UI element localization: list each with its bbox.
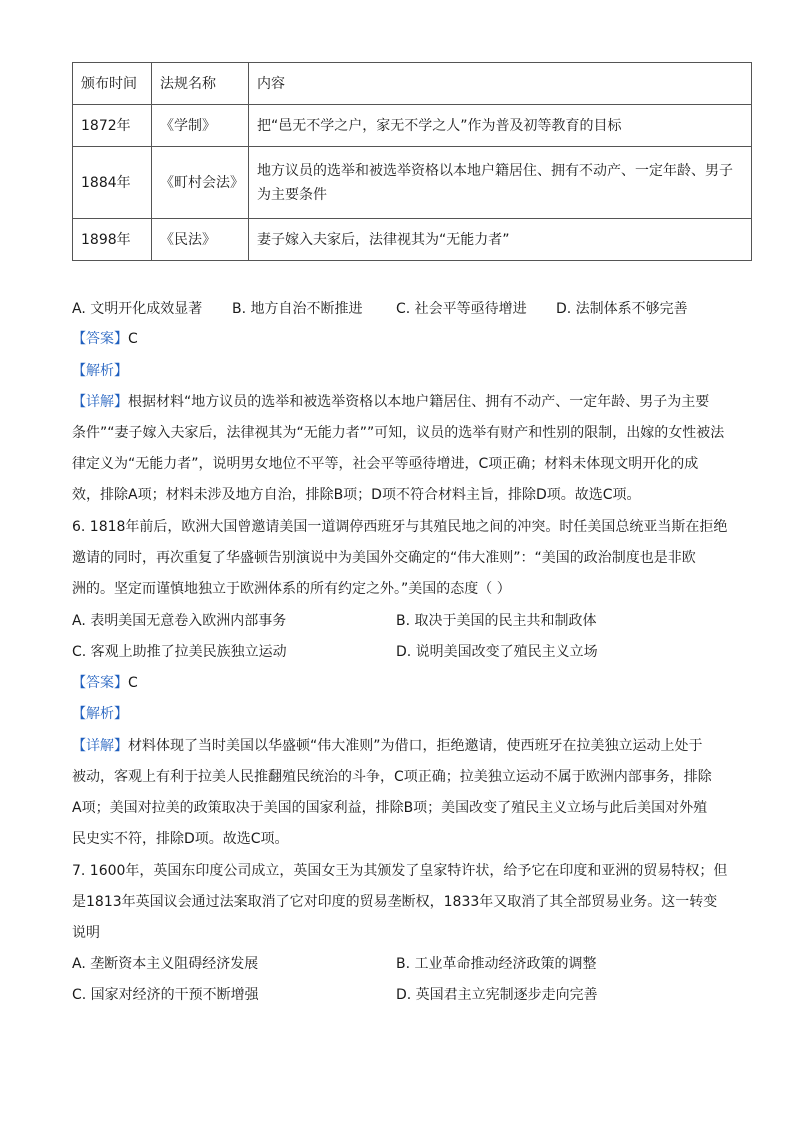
table-header-row bbox=[73, 63, 752, 105]
detail-text: 根据材料“地方议员的选举和被选举资格以本地户籍居住、拥有不动产、一定年龄、男子为主要 bbox=[128, 394, 710, 410]
answer-value: C bbox=[128, 331, 138, 347]
detail-tag: 【详解】 bbox=[72, 394, 128, 410]
table-row bbox=[73, 219, 752, 261]
q6-detail-line bbox=[72, 736, 732, 756]
header-year: 颁布时间 bbox=[73, 63, 152, 105]
q7-stem-line: 是1813年英国议会通过法案取消了它对印度的贸易垄断权，1833年又取消了其全部贸易业务。这一转变 bbox=[72, 894, 718, 910]
q7-stem-line: 说明 bbox=[72, 925, 100, 941]
law-table bbox=[72, 62, 752, 261]
table-row bbox=[73, 105, 752, 147]
q6-analysis-tag: 【解析】 bbox=[72, 706, 128, 722]
cell-name: 《町村会法》 bbox=[152, 147, 249, 219]
q7-stem-line: 7. 1600年，英国东印度公司成立，英国女王为其颁发了皇家特许状，给予它在印度和亚洲的贸易特权；但 bbox=[72, 863, 728, 879]
cell-content: 把“邑无不学之户，家无不学之人”作为普及初等教育的目标 bbox=[249, 105, 752, 147]
cell-name: 《学制》 bbox=[152, 105, 249, 147]
cell-year: 1898年 bbox=[73, 219, 152, 261]
q5-answer bbox=[72, 329, 732, 349]
q5-option-c: C. 社会平等亟待增进 bbox=[396, 301, 527, 317]
q5-option-b: B. 地方自治不断推进 bbox=[232, 301, 363, 317]
cell-year: 1884年 bbox=[73, 147, 152, 219]
q6-option-b: B. 取决于美国的民主共和制政体 bbox=[396, 613, 597, 629]
q5-analysis-tag: 【解析】 bbox=[72, 363, 128, 379]
q7-option-b: B. 工业革命推动经济政策的调整 bbox=[396, 956, 597, 972]
q7-option-c: C. 国家对经济的干预不断增强 bbox=[72, 987, 259, 1003]
q6-stem-line: 邀请的同时，再次重复了华盛顿告别演说中为美国外交确定的“伟大准则”：“美国的政治制度也是非欧 bbox=[72, 550, 696, 566]
detail-tag: 【详解】 bbox=[72, 738, 128, 754]
header-content: 内容 bbox=[249, 63, 752, 105]
q5-detail-line: 条件”“妻子嫁入夫家后，法律视其为“无能力者””可知，议员的选举有财产和性别的限制，出嫁的女性被法 bbox=[72, 425, 725, 441]
q6-option-d: D. 说明美国改变了殖民主义立场 bbox=[396, 644, 598, 660]
table-row bbox=[73, 147, 752, 219]
q7-option-a: A. 垄断资本主义阻碍经济发展 bbox=[72, 956, 259, 972]
q5-detail-line: 效，排除A项；材料未涉及地方自治，排除B项；D项不符合材料主旨，排除D项。故选C项。 bbox=[72, 487, 641, 503]
cell-year: 1872年 bbox=[73, 105, 152, 147]
q5-option-d: D. 法制体系不够完善 bbox=[556, 301, 688, 317]
q6-option-a: A. 表明美国无意卷入欧洲内部事务 bbox=[72, 613, 287, 629]
q6-detail-line: 民史实不符，排除D项。故选C项。 bbox=[72, 831, 289, 847]
q5-detail-line: 律定义为“无能力者”，说明男女地位不平等，社会平等亟待增进，C项正确；材料未体现文明开化的成 bbox=[72, 456, 699, 472]
q6-option-c: C. 客观上助推了拉美民族独立运动 bbox=[72, 644, 287, 660]
q5-detail-line bbox=[72, 392, 732, 412]
cell-content: 地方议员的选举和被选举资格以本地户籍居住、拥有不动产、一定年龄、男子为主要条件 bbox=[249, 147, 752, 219]
q6-stem-line: 洲的。坚定而谨慎地独立于欧洲体系的所有约定之外。”美国的态度（ ） bbox=[72, 581, 511, 597]
q7-option-d: D. 英国君主立宪制逐步走向完善 bbox=[396, 987, 598, 1003]
q6-detail-line: 被动，客观上有利于拉美人民推翻殖民统治的斗争，C项正确；拉美独立运动不属于欧洲内部事务，排除 bbox=[72, 769, 712, 785]
cell-content: 妻子嫁入夫家后，法律视其为“无能力者” bbox=[249, 219, 752, 261]
answer-tag: 【答案】 bbox=[72, 331, 128, 347]
answer-tag: 【答案】 bbox=[72, 675, 128, 691]
q6-detail-line: A项；美国对拉美的政策取决于美国的国家利益，排除B项；美国改变了殖民主义立场与此后美国对外殖 bbox=[72, 800, 708, 816]
q6-stem-line: 6. 1818年前后，欧洲大国曾邀请美国一道调停西班牙与其殖民地之间的冲突。时任美国总统亚当斯在拒绝 bbox=[72, 519, 728, 535]
header-name: 法规名称 bbox=[152, 63, 249, 105]
q5-option-a: A. 文明开化成效显著 bbox=[72, 301, 203, 317]
answer-value: C bbox=[128, 675, 138, 691]
cell-name: 《民法》 bbox=[152, 219, 249, 261]
q6-answer bbox=[72, 673, 732, 693]
detail-text: 材料体现了当时美国以华盛顿“伟大准则”为借口，拒绝邀请，使西班牙在拉美独立运动上处于 bbox=[128, 738, 703, 754]
